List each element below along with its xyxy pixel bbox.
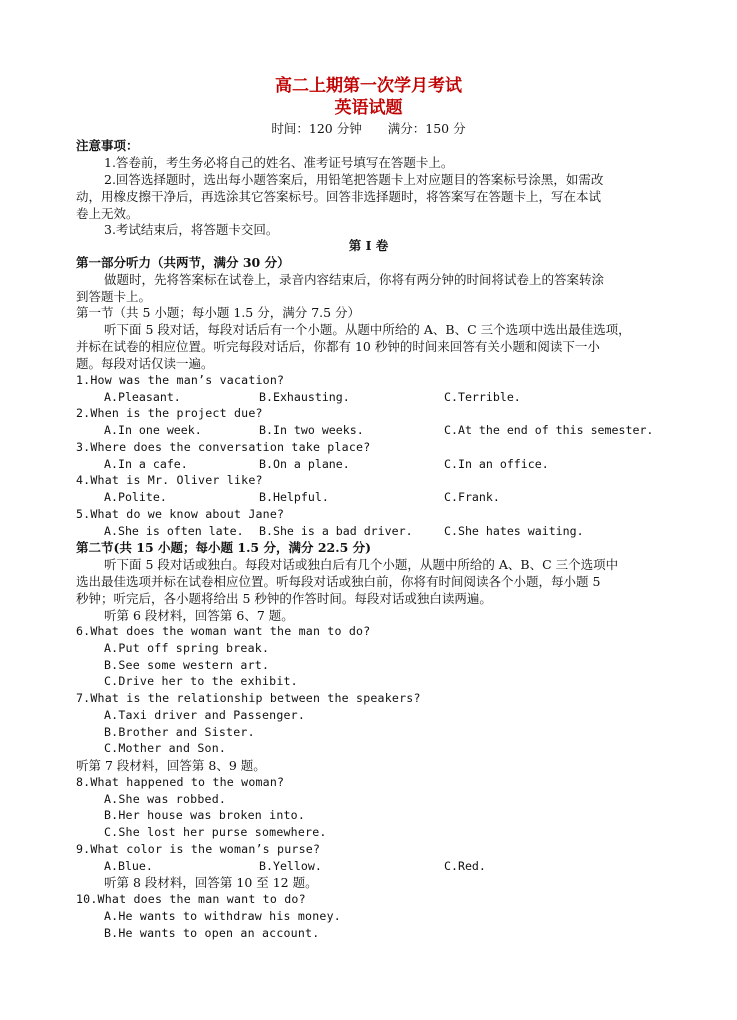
- option-a: A.He wants to withdraw his money.: [104, 909, 341, 923]
- option-a: A.She is often late.: [104, 524, 244, 538]
- exam-subtitle: 英语试题: [334, 98, 403, 118]
- option-c: C.Terrible.: [444, 390, 521, 404]
- material-label: 听第 6 段材料，回答第 6、7 题。: [104, 608, 294, 623]
- notice-line: 动，用橡皮擦干净后，再选涂其它答案标号。回答非选择题时，将答案写在答题卡上，写在本试: [76, 189, 602, 204]
- option-c: C.At the end of this semester.: [444, 423, 654, 437]
- option-b: B.She is a bad driver.: [259, 524, 413, 538]
- option-c: C.Mother and Son.: [104, 741, 227, 755]
- notice-line: 1.答卷前，考生务必将自己的姓名、准考证号填写在答题卡上。: [104, 155, 454, 170]
- option-b: B.Yellow.: [259, 859, 322, 873]
- exam-title: 高二上期第一次学月考试: [275, 76, 462, 96]
- question-stem: 8.What happened to the woman?: [76, 775, 285, 789]
- material-label: 听第 8 段材料，回答第 10 至 12 题。: [104, 875, 318, 890]
- option-b: B.He wants to open an account.: [104, 926, 320, 940]
- option-b: B.See some western art.: [104, 658, 270, 672]
- option-b: B.Exhausting.: [259, 390, 350, 404]
- question-stem: 4.What is Mr. Oliver like?: [76, 473, 263, 487]
- part1-intro-line: 做题时，先将答案标在试卷上，录音内容结束后，你将有两分钟的时间将试卷上的答案转涂: [104, 272, 605, 287]
- question-stem: 5.What do we know about Jane?: [76, 507, 285, 521]
- option-a: A.Put off spring break.: [104, 641, 270, 655]
- option-b: B.Helpful.: [259, 490, 329, 504]
- question-stem: 3.Where does the conversation take place?: [76, 440, 371, 454]
- volume-label: 第 I 卷: [348, 238, 389, 253]
- section2-intro-line: 选出最佳选项并标在试卷相应位置。听每段对话或独白前，你将有时间阅读各个小题，每小题 5: [76, 574, 601, 589]
- options-row: [0, 489, 737, 506]
- material-label: 听第 7 段材料，回答第 8、9 题。: [76, 758, 266, 773]
- question-stem: 7.What is the relationship between the speakers?: [76, 691, 421, 705]
- option-a: A.Blue.: [104, 859, 153, 873]
- section1-intro-line: 并标在试卷的相应位置。听完每段对话后，你都有 10 秒钟的时间来回答有关小题和阅读下一小: [76, 339, 600, 354]
- option-a: A.Taxi driver and Passenger.: [104, 708, 306, 722]
- options-row: [0, 456, 737, 473]
- option-c: C.Red.: [444, 859, 486, 873]
- question-stem: 9.What color is the woman’s purse?: [76, 842, 321, 856]
- section1-intro-line: 听下面 5 段对话，每段对话后有一个小题。从题中所给的 A、B、C 三个选项中选出最佳选项，: [104, 322, 631, 337]
- section2-intro-line: 听下面 5 段对话或独白。每段对话或独白后有几个小题，从题中所给的 A、B、C 三个选项中: [104, 557, 619, 572]
- option-a: A.Pleasant.: [104, 390, 181, 404]
- option-a: A.In one week.: [104, 423, 202, 437]
- option-c: C.Drive her to the exhibit.: [104, 674, 298, 688]
- notice-line: 卷上无效。: [76, 206, 139, 221]
- section1-heading: 第一节（共 5 小题；每小题 1.5 分，满分 7.5 分）: [76, 305, 361, 320]
- notice-line: 3.考试结束后，将答题卡交回。: [104, 222, 279, 237]
- question-stem: 10.What does the man want to do?: [76, 892, 306, 906]
- options-row: [0, 858, 737, 875]
- question-stem: 2.When is the project due?: [76, 406, 263, 420]
- notice-line: 2.回答选择题时，选出每小题答案后，用铅笔把答题卡上对应题目的答案标号涂黑，如需改: [104, 172, 604, 187]
- notice-heading: 注意事项：: [76, 138, 139, 153]
- options-row: [0, 523, 737, 540]
- option-c: C.Frank.: [444, 490, 500, 504]
- option-b: B.Brother and Sister.: [104, 725, 255, 739]
- option-c: C.She lost her purse somewhere.: [104, 825, 327, 839]
- question-stem: 1.How was the man’s vacation?: [76, 373, 285, 387]
- option-a: A.She was robbed.: [104, 792, 227, 806]
- exam-meta: [0, 120, 737, 137]
- option-c: C.In an office.: [444, 457, 549, 471]
- option-b: B.On a plane.: [259, 457, 350, 471]
- options-row: [0, 389, 737, 406]
- section1-intro-line: 题。每段对话仅读一遍。: [76, 356, 214, 371]
- part1-heading: 第一部分听力（共两节，满分 30 分）: [76, 255, 290, 270]
- option-a: A.Polite.: [104, 490, 167, 504]
- option-b: B.In two weeks.: [259, 423, 364, 437]
- option-a: A.In a cafe.: [104, 457, 188, 471]
- exam-score: 满分：150 分: [387, 121, 466, 136]
- section2-intro-line: 秒钟；听完后，各小题将给出 5 秒钟的作答时间。每段对话或独白读两遍。: [76, 591, 492, 606]
- options-row: [0, 422, 737, 439]
- question-stem: 6.What does the woman want the man to do?: [76, 624, 371, 638]
- part1-intro-line: 到答题卡上。: [76, 289, 152, 304]
- exam-time: 时间：120 分钟: [271, 121, 362, 136]
- option-c: C.She hates waiting.: [444, 524, 584, 538]
- option-b: B.Her house was broken into.: [104, 808, 306, 822]
- section2-heading: 第二节(共 15 小题；每小题 1.5 分，满分 22.5 分): [76, 540, 372, 555]
